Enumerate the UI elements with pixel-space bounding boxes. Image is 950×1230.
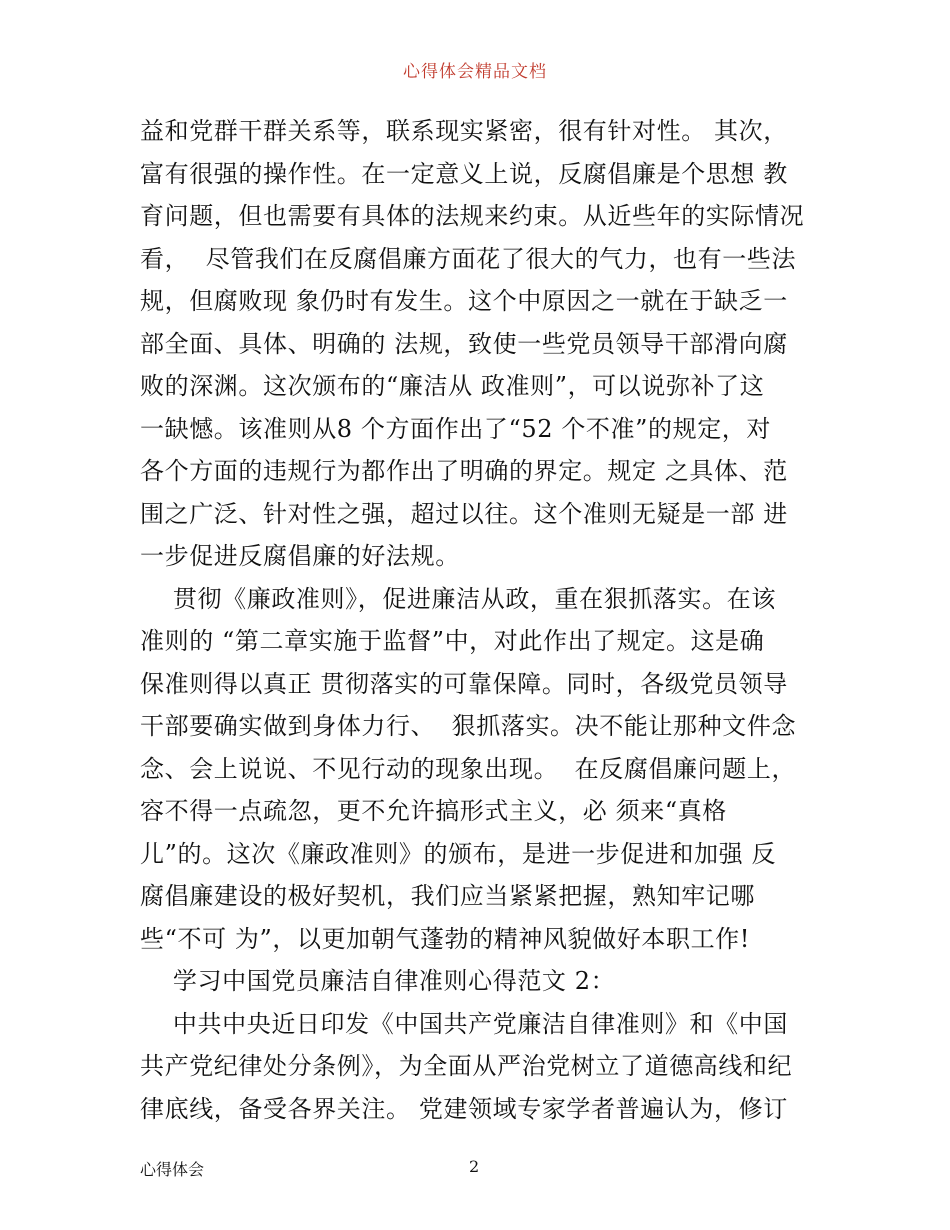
document-body	[140, 110, 820, 1130]
text-line: 规，但腐败现 象仍时有发生。这个中原因之一就在于缺乏一	[140, 287, 788, 315]
text-line: 败的深渊。这次颁布的“廉洁从 政准则”，可以说弥补了这	[140, 372, 765, 400]
paragraph-start-line: 贯彻《廉政准则》，促进廉洁从政，重在狠抓落实。在该	[140, 584, 776, 613]
page-number: 2	[469, 1157, 480, 1176]
text-line: 一步促进反腐倡廉的好法规。	[140, 542, 460, 570]
text-line: 围之广泛、针对性之强，超过以往。这个准则无疑是一部 进	[140, 499, 788, 528]
text-line: 儿”的。这次《廉政准则》的颁布，是进一步促进和加强 反	[140, 839, 777, 868]
page-header-title: 心得体会精品文档	[403, 62, 547, 82]
text-line: 干部要确实做到身体力行、 狠抓落实。决不能让那种文件念	[140, 712, 797, 740]
text-line: 共产党纪律处分条例》，为全面从严治党树立了道德高线和纪	[140, 1052, 793, 1080]
text-line: 念、会上说说、不见行动的现象出现。 在反腐倡廉问题上，	[140, 754, 797, 783]
text-line: 各个方面的违规行为都作出了明确的界定。规定 之具体、范	[140, 457, 788, 485]
text-line: 部全面、具体、明确的 法规，致使一些党员领导干部滑向腐	[140, 329, 788, 358]
footer-label: 心得体会	[140, 1160, 205, 1179]
paragraph-start-line: 中共中央近日印发《中国共产党廉洁自律准则》和《中国	[140, 1009, 788, 1038]
text-line: 保准则得以真正 贯彻落实的可靠保障。同时，各级党员领导	[140, 669, 788, 698]
text-line: 腐倡廉建设的极好契机，我们应当紧紧把握，熟知牢记哪	[140, 882, 755, 910]
text-line: 准则的 “第二章实施于监督”中，对此作出了规定。这是确	[140, 627, 765, 655]
text-line: 容不得一点疏忽，更不允许搞形式主义，必 须来“真格	[140, 797, 727, 825]
text-line: 一缺憾。该准则从8 个方面作出了“52 个不准”的规定，对	[140, 414, 772, 443]
text-line: 看， 尽管我们在反腐倡廉方面花了很大的气力，也有一些法	[140, 244, 797, 273]
text-line: 育问题，但也需要有具体的法规来约束。从近些年的实际情况	[140, 202, 805, 230]
text-line: 富有很强的操作性。在一定意义上说，反腐倡廉是个思想 教	[140, 159, 788, 188]
text-line: 些“不可 为”，以更加朝气蓬勃的精神风貌做好本职工作!	[140, 924, 751, 953]
section-heading-line: 学习中国党员廉洁自律准则心得范文 2：	[140, 967, 616, 995]
text-line: 律底线，备受各界关注。 党建领域专家学者普遍认为，修订	[140, 1094, 788, 1123]
text-line: 益和党群干群关系等，联系现实紧密，很有针对性。 其次，	[140, 117, 788, 145]
